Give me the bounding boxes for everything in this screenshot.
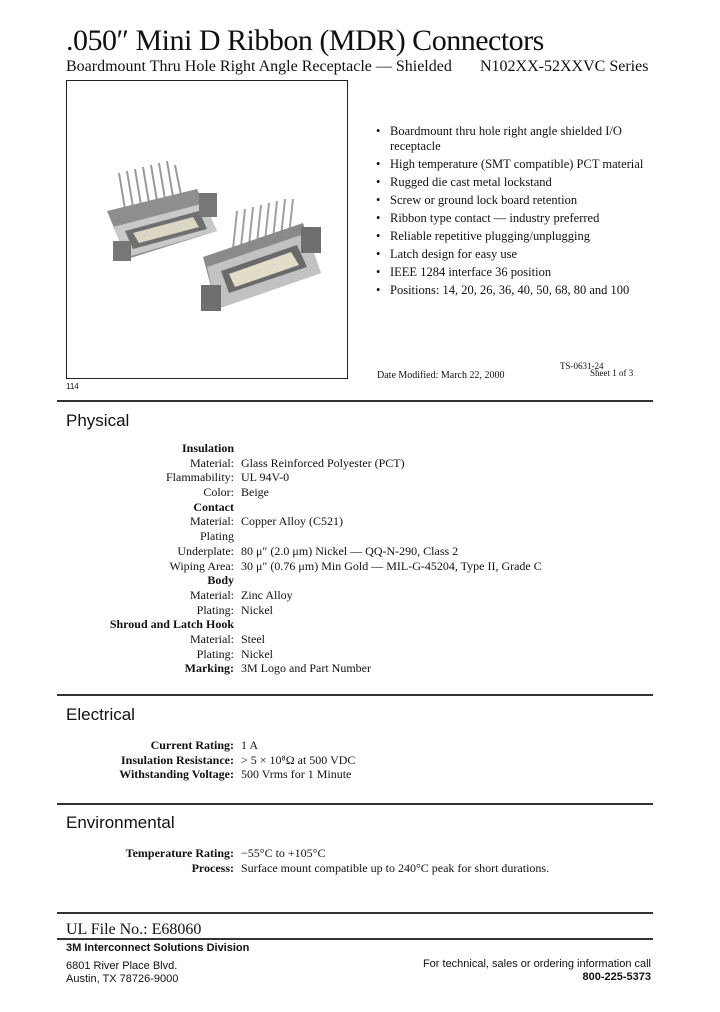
ul-file-number: UL File No.: E68060	[66, 921, 202, 938]
feature-item: • IEEE 1284 interface 36 position	[374, 265, 674, 280]
spec-row	[0, 456, 720, 471]
feature-item: • Ribbon type contact — industry preferred	[374, 211, 674, 226]
series-name: N102XX-52XXVC Series	[480, 58, 649, 75]
product-photo-frame	[66, 80, 348, 379]
spec-row	[0, 661, 720, 676]
spec-row	[0, 632, 720, 647]
section-title-environmental: Environmental	[66, 813, 175, 832]
spec-row	[0, 647, 720, 662]
spec-row	[0, 441, 720, 456]
section-title-physical: Physical	[66, 411, 130, 430]
spec-label: Plating	[199, 529, 234, 544]
footer-divider	[57, 938, 653, 940]
spec-row	[0, 617, 720, 632]
address-line-1: 6801 River Place Blvd.	[66, 960, 178, 972]
spec-label: Color:	[203, 485, 234, 500]
spec-label: Flammability:	[166, 470, 234, 485]
feature-item: • Latch design for easy use	[374, 247, 674, 262]
spec-value: 500 Vrms for 1 Minute	[241, 767, 352, 782]
document-code: TS-0631-24	[560, 361, 604, 371]
date-modified: Date Modified: March 22, 2000	[377, 370, 505, 381]
spec-value: Nickel	[241, 602, 273, 617]
section-title-electrical: Electrical	[66, 705, 135, 724]
spec-label: Plating:	[196, 602, 234, 617]
page-title: .050″ Mini D Ribbon (MDR) Connectors	[66, 24, 544, 57]
spec-row	[0, 861, 720, 876]
connector-photo	[67, 81, 347, 378]
spec-label: Withstanding Voltage:	[119, 767, 234, 782]
section-divider	[57, 400, 653, 402]
spec-label: Underplate:	[177, 543, 234, 558]
spec-value: Zinc Alloy	[241, 587, 293, 602]
spec-row	[0, 846, 720, 861]
phone-number: 800-225-5373	[582, 971, 651, 983]
spec-label: Material:	[190, 631, 234, 646]
spec-label: Body	[207, 573, 234, 588]
feature-list	[374, 124, 674, 301]
page-subtitle: Boardmount Thru Hole Right Angle Receptacle — Shielded	[66, 58, 452, 75]
spec-label: Shroud and Latch Hook	[109, 617, 234, 632]
spec-row	[0, 485, 720, 500]
feature-item: • Boardmount thru hole right angle shielded I/O receptacle	[374, 124, 674, 154]
spec-value: Steel	[241, 631, 265, 646]
spec-label: Plating:	[196, 646, 234, 661]
spec-label: Marking:	[184, 661, 234, 676]
spec-value: Glass Reinforced Polyester (PCT)	[241, 455, 405, 470]
spec-label: Current Rating:	[150, 738, 234, 752]
spec-value: 3M Logo and Part Number	[241, 661, 371, 676]
spec-label: Insulation	[181, 441, 234, 455]
feature-item: • Positions: 14, 20, 26, 36, 40, 50, 68, 80 and 100	[374, 283, 674, 298]
spec-value: 80 μ″ (2.0 μm) Nickel — QQ-N-290, Class 2	[241, 543, 459, 558]
spec-row	[0, 588, 720, 603]
feature-item: • Reliable repetitive plugging/unplugging	[374, 229, 674, 244]
division-name: 3M Interconnect Solutions Division	[66, 942, 250, 954]
spec-row	[0, 529, 720, 544]
section-divider	[57, 912, 653, 914]
spec-value: −55°C to +105°C	[241, 846, 326, 860]
spec-row	[0, 470, 720, 485]
spec-row	[0, 514, 720, 529]
spec-row	[0, 500, 720, 515]
spec-value: Surface mount compatible up to 240°C peak for short durations.	[241, 860, 550, 875]
spec-row	[0, 603, 720, 618]
sheet-number: Sheet 1 of 3	[590, 368, 634, 378]
contact-label: For technical, sales or ordering information call	[422, 958, 651, 970]
address-line-2: Austin, TX 78726-9000	[66, 973, 179, 985]
spec-row	[0, 573, 720, 588]
spec-label: Insulation Resistance:	[120, 752, 234, 767]
spec-row	[0, 767, 720, 782]
section-divider	[57, 803, 653, 805]
spec-value: 30 μ″ (0.76 μm) Min Gold — MIL-G-45204, Type II, Grade C	[241, 558, 542, 573]
page-number: 114	[66, 382, 79, 391]
section-divider	[57, 694, 653, 696]
feature-item: • High temperature (SMT compatible) PCT material	[374, 157, 674, 172]
physical-spec-table	[0, 441, 720, 676]
spec-value: > 5 × 10⁸Ω at 500 VDC	[241, 752, 356, 767]
environmental-spec-table	[0, 846, 720, 875]
spec-row	[0, 738, 720, 753]
spec-row	[0, 544, 720, 559]
electrical-spec-table	[0, 738, 720, 782]
spec-value: Nickel	[241, 646, 273, 661]
spec-row	[0, 753, 720, 768]
spec-value: Beige	[241, 485, 269, 500]
spec-label: Temperature Rating:	[125, 846, 234, 860]
spec-label: Contact	[193, 499, 234, 514]
spec-row	[0, 559, 720, 574]
spec-label: Material:	[190, 514, 234, 529]
spec-label: Material:	[190, 587, 234, 602]
feature-item: • Rugged die cast metal lockstand	[374, 175, 674, 190]
feature-item: • Screw or ground lock board retention	[374, 193, 674, 208]
spec-value: 1 A	[241, 738, 259, 752]
spec-value: UL 94V-0	[241, 470, 290, 485]
spec-value: Copper Alloy (C521)	[241, 514, 343, 529]
spec-label: Wiping Area:	[169, 558, 234, 573]
spec-label: Material:	[190, 455, 234, 470]
spec-label: Process:	[191, 860, 234, 875]
